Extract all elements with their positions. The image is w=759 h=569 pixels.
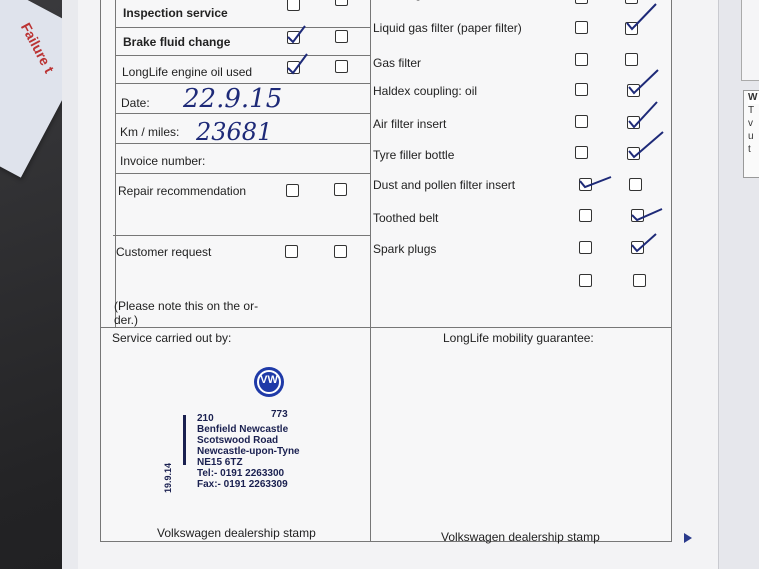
pollen-filter-tick (577, 171, 613, 193)
engine-oil-checkbox-b[interactable] (335, 60, 348, 73)
right-checkbox-a[interactable] (575, 0, 588, 4)
vw-logo-icon (254, 367, 284, 397)
right-checkbox-a[interactable] (579, 241, 592, 254)
failure-tab-text: Failure t (17, 20, 58, 76)
stamp-city: Newcastle-upon-Tyne (197, 446, 300, 457)
right-row-label: Air filter insert (373, 117, 447, 131)
brake-fluid-tick (285, 23, 307, 47)
right-letter: T (748, 105, 755, 116)
service-form (100, 0, 672, 542)
customer-note-line2: der.) (114, 313, 139, 327)
left-border (115, 0, 116, 327)
row-divider (113, 235, 370, 236)
stamp-code-left: 210 (197, 413, 214, 424)
row-label-mileage: Km / miles: (120, 125, 180, 139)
right-checkbox-a[interactable] (575, 146, 588, 159)
right-row-label: Liquid gas filter (paper filter) (373, 21, 522, 35)
stamp-tel: Tel:- 0191 2263300 (197, 468, 285, 479)
customer-checkbox-a[interactable] (285, 245, 298, 258)
tyre-filler-tick (625, 129, 665, 165)
right-letter: W (748, 91, 759, 104)
row-divider (115, 55, 370, 56)
right-letter: t (748, 144, 751, 155)
repair-recommendation-label: Repair recommendation (118, 184, 247, 198)
stamp-date: 19.9.14 (163, 462, 173, 493)
inspection-checkbox-a[interactable] (287, 0, 300, 11)
right-checkbox-a[interactable] (579, 209, 592, 222)
mobility-guarantee-label: LongLife mobility guarantee: (443, 331, 594, 345)
right-row-label: Haldex coupling: oil (373, 84, 478, 98)
right-row-label: Spark plugs (373, 242, 437, 256)
stamp-code-right: 773 (271, 409, 288, 420)
haldex-tick (625, 67, 661, 101)
right-row-label: Gas filter (373, 56, 422, 70)
toothed-belt-tick (629, 201, 665, 225)
right-checkbox-a[interactable] (575, 115, 588, 128)
next-page-arrow-icon (684, 533, 692, 543)
brake-fluid-checkbox-b[interactable] (335, 30, 348, 43)
right-checkbox-b[interactable] (625, 53, 638, 66)
section-divider (101, 327, 671, 328)
spark-plugs-tick (629, 231, 659, 257)
repair-checkbox-a[interactable] (286, 184, 299, 197)
stamp-fax: Fax:- 0191 2263309 (197, 479, 288, 490)
row-label-engine-oil: LongLife engine oil used (122, 65, 253, 79)
customer-request-label: Customer request (116, 245, 212, 259)
stamp-bar (183, 415, 186, 465)
right-letter: u (748, 131, 754, 142)
dealership-stamp-caption-left: Volkswagen dealership stamp (157, 526, 316, 540)
stamp-street: Scotswood Road (197, 435, 279, 446)
right-checkbox-a[interactable] (575, 21, 588, 34)
stamp-postcode: NE15 6TZ (197, 457, 243, 468)
right-checkbox-a[interactable] (579, 274, 592, 287)
handwritten-date: 22.9.15 (183, 84, 283, 114)
row-label-date: Date: (121, 96, 150, 110)
engine-oil-tick (285, 51, 309, 77)
row-label-invoice: Invoice number: (120, 154, 206, 168)
row-label-brake-fluid: Brake fluid change (123, 35, 231, 49)
service-carried-out-label: Service carried out by: (112, 331, 232, 345)
right-page-box (743, 90, 759, 178)
right-row-label: Toothed belt (373, 211, 439, 225)
right-checkbox-a[interactable] (575, 83, 588, 96)
right-checkbox-b[interactable] (629, 178, 642, 191)
right-row-label: Tyre filler bottle (373, 148, 455, 162)
right-page-edge (718, 0, 759, 569)
right-row-label: Dust and pollen filter insert (373, 178, 516, 192)
right-page-bar (741, 0, 759, 81)
stamp-dealer-name: Benfield Newcastle (197, 424, 289, 435)
inspection-checkbox-b[interactable] (335, 0, 348, 6)
dealership-stamp-caption-right: Volkswagen dealership stamp (441, 530, 600, 544)
liquid-gas-tick (623, 1, 659, 35)
vw-logo-text: VW (260, 374, 278, 386)
handwritten-mileage: 23681 (196, 118, 273, 146)
row-label-inspection-service: Inspection service (123, 6, 228, 20)
right-checkbox-a[interactable] (575, 53, 588, 66)
right-letter: v (748, 118, 753, 129)
row-divider (115, 27, 370, 28)
customer-checkbox-b[interactable] (334, 245, 347, 258)
row-divider (115, 173, 370, 174)
column-divider (370, 0, 371, 541)
right-checkbox-b[interactable] (633, 274, 646, 287)
right-row-label (373, 0, 460, 1)
customer-note-line1: (Please note this on the or- (114, 299, 259, 313)
repair-checkbox-b[interactable] (334, 183, 347, 196)
